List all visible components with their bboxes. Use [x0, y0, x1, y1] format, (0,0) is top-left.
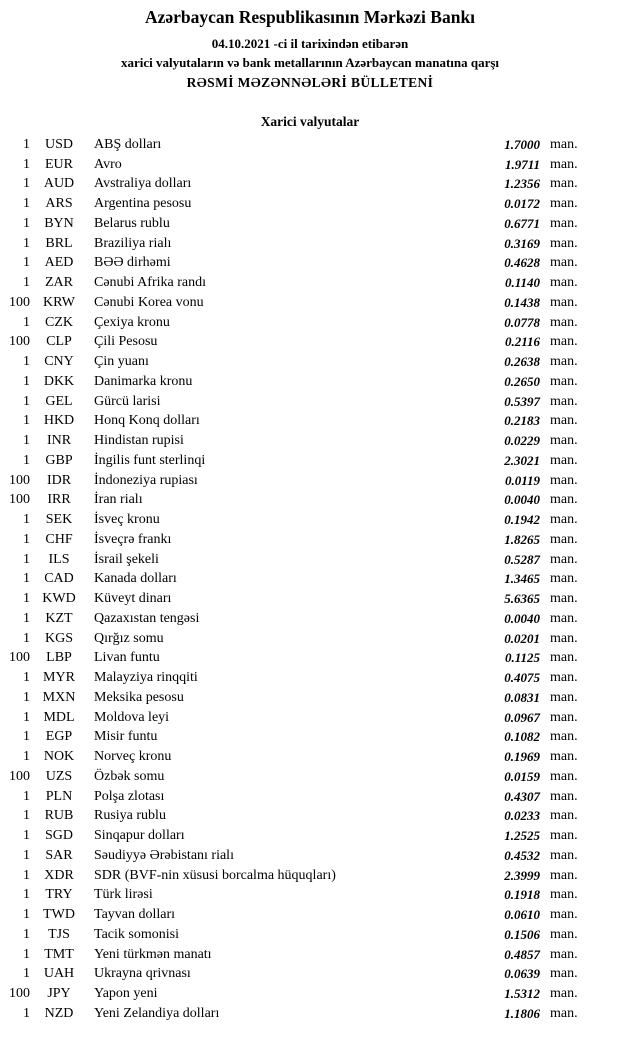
- currency-name: ABŞ dolları: [94, 136, 162, 152]
- currency-code: INR: [46, 433, 72, 448]
- currency-name: Norveç kronu: [94, 749, 172, 764]
- unit-label: man.: [550, 986, 578, 1001]
- unit-label: man.: [550, 749, 578, 764]
- rate-row: [0, 234, 620, 254]
- rate-row: [0, 826, 620, 846]
- rate-row: [0, 411, 620, 431]
- currency-name: Qırğız somu: [94, 630, 164, 646]
- unit-label: man.: [550, 334, 578, 350]
- rate-value: 0.4307: [504, 788, 540, 804]
- rate-row: [0, 352, 620, 372]
- unit-label: man.: [550, 215, 578, 231]
- unit-label: man.: [550, 492, 578, 508]
- quantity-value: 1: [23, 1005, 30, 1021]
- quantity-value: 1: [23, 828, 30, 843]
- currency-name: Danimarka kronu: [94, 373, 193, 389]
- quantity-value: 100: [9, 334, 30, 350]
- currency-name: Özbək somu: [94, 768, 165, 784]
- quantity-value: 1: [23, 709, 30, 725]
- currency-code: KZT: [45, 610, 73, 626]
- currency-code: TWD: [43, 907, 75, 922]
- quantity-value: 1: [23, 551, 30, 567]
- currency-code: UAH: [43, 966, 75, 982]
- currency-name: BƏƏ dirhəmi: [94, 255, 171, 271]
- rate-row: [0, 313, 620, 333]
- rate-row: [0, 945, 620, 965]
- rate-row: [0, 964, 620, 984]
- currency-code: TJS: [48, 926, 70, 942]
- unit-label: man.: [550, 887, 578, 903]
- currency-code: NZD: [44, 1005, 74, 1021]
- unit-label: man.: [550, 235, 578, 251]
- unit-label: man.: [550, 946, 578, 962]
- currency-name: İran rialı: [94, 492, 143, 508]
- quantity-value: 1: [23, 966, 30, 982]
- currency-name: Avro: [94, 156, 122, 172]
- rate-value: 0.1125: [504, 650, 540, 666]
- rate-row: [0, 885, 620, 905]
- quantity-value: 100: [9, 768, 30, 784]
- rate-value: 0.1969: [504, 749, 540, 764]
- quantity-value: 1: [23, 610, 30, 626]
- currency-name: Küveyt dinarı: [94, 591, 172, 606]
- rate-row: [0, 925, 620, 945]
- rate-value: 0.0040: [504, 610, 540, 626]
- currency-code: EGP: [45, 729, 73, 745]
- rate-value: 1.3465: [504, 571, 540, 587]
- section-title-foreign-currencies: Xarici valyutalar: [260, 113, 360, 129]
- bulletin-title: RƏSMİ MƏZƏNNƏLƏRİ BÜLLETENİ: [186, 74, 434, 90]
- rate-row: [0, 846, 620, 866]
- quantity-value: 1: [23, 531, 30, 547]
- unit-label: man.: [550, 136, 578, 152]
- rate-row: [0, 648, 620, 668]
- rate-value: 0.2650: [504, 373, 540, 389]
- quantity-value: 1: [23, 591, 30, 606]
- unit-label: man.: [550, 670, 578, 685]
- currency-name: Cənubi Afrika randı: [94, 275, 206, 290]
- rate-row: [0, 174, 620, 194]
- rate-row: [0, 155, 620, 175]
- unit-label: man.: [550, 255, 578, 271]
- currency-name: İsveç kronu: [94, 512, 160, 527]
- unit-label: man.: [550, 156, 578, 172]
- currency-name: Tacik somonisi: [94, 926, 179, 942]
- unit-label: man.: [550, 275, 578, 290]
- rate-value: 0.1438: [504, 294, 540, 310]
- rate-row: [0, 727, 620, 747]
- rate-row: [0, 767, 620, 787]
- currency-code: ILS: [48, 551, 70, 567]
- rate-row: [0, 787, 620, 807]
- currency-name: Hindistan rupisi: [94, 433, 184, 448]
- rate-row: [0, 806, 620, 826]
- quantity-value: 1: [23, 413, 30, 429]
- unit-label: man.: [550, 531, 578, 547]
- rate-row: [0, 708, 620, 728]
- unit-label: man.: [550, 314, 578, 330]
- rate-value: 0.0119: [504, 472, 540, 488]
- currency-code: NOK: [43, 749, 75, 764]
- quantity-value: 1: [23, 907, 30, 922]
- currency-code: XDR: [44, 867, 74, 883]
- quantity-value: 1: [23, 512, 30, 527]
- quantity-value: 1: [23, 867, 30, 883]
- quantity-value: 1: [23, 887, 30, 903]
- rate-value: 0.1140: [504, 275, 540, 290]
- quantity-value: 1: [23, 314, 30, 330]
- quantity-value: 1: [23, 670, 30, 685]
- quantity-value: 1: [23, 196, 30, 211]
- rate-row: [0, 569, 620, 589]
- currency-code: EUR: [45, 156, 73, 172]
- currency-name: Türk lirəsi: [94, 887, 153, 903]
- rate-value: 0.0967: [504, 709, 540, 725]
- currency-name: Səudiyyə Ərəbistanı rialı: [94, 847, 234, 863]
- rate-value: 0.0172: [504, 196, 540, 211]
- currency-name: SDR (BVF-nin xüsusi borcalma hüquqları): [94, 867, 336, 883]
- rate-value: 0.4857: [504, 946, 540, 962]
- rate-value: 0.0233: [504, 808, 540, 824]
- quantity-value: 1: [23, 729, 30, 745]
- rate-row: [0, 332, 620, 352]
- quantity-value: 1: [23, 788, 30, 804]
- rate-row: [0, 550, 620, 570]
- quantity-value: 1: [23, 452, 30, 468]
- currency-name: Qazaxıstan tengəsi: [94, 610, 200, 626]
- unit-label: man.: [550, 1005, 578, 1021]
- quantity-value: 100: [9, 472, 30, 488]
- rates-table-body: [0, 135, 620, 1024]
- unit-label: man.: [550, 808, 578, 824]
- quantity-value: 1: [23, 847, 30, 863]
- currency-code: BYN: [44, 215, 74, 231]
- rate-row: [0, 273, 620, 293]
- quantity-value: 1: [23, 571, 30, 587]
- currency-name: Çin yuanı: [94, 354, 149, 369]
- rate-row: [0, 530, 620, 550]
- rate-row: [0, 451, 620, 471]
- rate-row: [0, 135, 620, 155]
- unit-label: man.: [550, 452, 578, 468]
- currency-name: Malayziya rinqqiti: [94, 670, 198, 685]
- unit-label: man.: [550, 630, 578, 646]
- quantity-value: 1: [23, 946, 30, 962]
- rate-value: 1.2525: [504, 828, 540, 843]
- currency-code: GBP: [45, 452, 73, 468]
- rate-value: 0.0639: [504, 966, 540, 982]
- unit-label: man.: [550, 354, 578, 369]
- rate-row: [0, 510, 620, 530]
- rate-row: [0, 688, 620, 708]
- currency-code: KRW: [43, 294, 75, 310]
- rate-row: [0, 1004, 620, 1024]
- rate-value: 2.3021: [504, 452, 540, 468]
- unit-label: man.: [550, 373, 578, 389]
- unit-label: man.: [550, 709, 578, 725]
- rate-value: 1.9711: [504, 156, 540, 172]
- bulletin-header: [0, 7, 620, 91]
- unit-label: man.: [550, 433, 578, 448]
- rate-row: [0, 253, 620, 273]
- unit-label: man.: [550, 512, 578, 527]
- rate-value: 0.4628: [504, 255, 540, 271]
- currency-name: Rusiya rublu: [94, 808, 166, 824]
- rate-value: 1.7000: [504, 136, 540, 152]
- rate-value: 5.6365: [504, 591, 540, 606]
- rate-value: 1.1806: [504, 1005, 540, 1021]
- quantity-value: 1: [23, 630, 30, 646]
- unit-label: man.: [550, 729, 578, 745]
- rate-value: 0.0610: [504, 907, 540, 922]
- currency-name: Belarus rublu: [94, 215, 170, 231]
- rate-value: 0.2116: [504, 334, 540, 350]
- unit-label: man.: [550, 176, 578, 192]
- currency-name: Livan funtu: [94, 650, 160, 666]
- quantity-value: 1: [23, 255, 30, 271]
- currency-name: Çili Pesosu: [94, 334, 158, 350]
- rate-value: 0.1918: [504, 887, 540, 903]
- currency-name: İndoneziya rupiası: [94, 472, 198, 488]
- rate-value: 2.3999: [504, 867, 540, 883]
- currency-code: SAR: [45, 847, 73, 863]
- unit-label: man.: [550, 551, 578, 567]
- currency-name: İngilis funt sterlinqi: [94, 452, 206, 468]
- exchange-rates-table: [0, 135, 620, 1024]
- unit-label: man.: [550, 966, 578, 982]
- quantity-value: 1: [23, 926, 30, 942]
- quantity-value: 1: [23, 433, 30, 448]
- currency-code: MDL: [43, 709, 75, 725]
- unit-label: man.: [550, 591, 578, 606]
- currency-name: Kanada dolları: [94, 571, 177, 587]
- quantity-value: 1: [23, 689, 30, 705]
- rate-value: 0.5397: [504, 393, 540, 409]
- currency-code: DKK: [43, 373, 75, 389]
- currency-name: Yeni türkmən manatı: [94, 946, 212, 962]
- quantity-value: 1: [23, 215, 30, 231]
- rate-row: [0, 668, 620, 688]
- currency-code: GEL: [45, 393, 73, 409]
- currency-name: Avstraliya dolları: [94, 176, 192, 192]
- quantity-value: 1: [23, 354, 30, 369]
- rate-value: 0.4075: [504, 670, 540, 685]
- rate-row: [0, 392, 620, 412]
- quantity-value: 1: [23, 176, 30, 192]
- currency-name: Çexiya kronu: [94, 314, 170, 330]
- rate-row: [0, 589, 620, 609]
- rate-value: 0.6771: [504, 215, 540, 231]
- rate-value: 0.3169: [504, 235, 540, 251]
- currency-name: Tayvan dolları: [94, 907, 176, 922]
- currency-name: Meksika pesosu: [94, 689, 184, 705]
- currency-code: CLP: [46, 334, 72, 350]
- unit-label: man.: [550, 847, 578, 863]
- rate-row: [0, 214, 620, 234]
- unit-label: man.: [550, 610, 578, 626]
- currency-name: Misir funtu: [94, 729, 158, 745]
- rate-row: [0, 293, 620, 313]
- unit-label: man.: [550, 413, 578, 429]
- rate-value: 1.2356: [504, 176, 540, 192]
- currency-code: KGS: [44, 630, 73, 646]
- currency-code: AED: [44, 255, 74, 271]
- unit-label: man.: [550, 393, 578, 409]
- currency-code: CNY: [44, 354, 74, 369]
- currency-code: PLN: [45, 788, 73, 804]
- effective-date-line: 04.10.2021 -ci il tarixindən etibarən: [211, 35, 409, 51]
- rate-row: [0, 372, 620, 392]
- rate-value: 0.4532: [504, 847, 540, 863]
- currency-name: Ukrayna qrivnası: [94, 966, 191, 982]
- currency-code: SGD: [44, 828, 73, 843]
- currency-name: Braziliya rialı: [94, 235, 172, 251]
- currency-code: HKD: [43, 413, 75, 429]
- currency-code: KWD: [42, 591, 76, 606]
- quantity-value: 1: [23, 136, 30, 152]
- currency-code: MYR: [43, 670, 75, 685]
- currency-name: Sinqapur dolları: [94, 828, 185, 843]
- currency-code: ZAR: [45, 275, 73, 290]
- currency-name: Gürcü larisi: [94, 393, 161, 409]
- currency-name: Moldova leyi: [94, 709, 170, 725]
- rate-value: 0.0229: [504, 433, 540, 448]
- unit-label: man.: [550, 689, 578, 705]
- currency-code: IRR: [47, 492, 71, 508]
- currency-name: Honq Konq dolları: [94, 413, 200, 429]
- unit-label: man.: [550, 788, 578, 804]
- unit-label: man.: [550, 768, 578, 784]
- currency-code: JPY: [47, 986, 71, 1001]
- rate-value: 0.1082: [504, 729, 540, 745]
- rate-row: [0, 866, 620, 886]
- quantity-value: 1: [23, 235, 30, 251]
- rate-value: 0.0040: [504, 492, 540, 508]
- quantity-value: 100: [9, 294, 30, 310]
- currency-code: UZS: [45, 768, 73, 784]
- currency-code: CHF: [45, 531, 73, 547]
- rate-row: [0, 490, 620, 510]
- rate-row: [0, 431, 620, 451]
- currency-code: TMT: [44, 946, 74, 962]
- rate-row: [0, 747, 620, 767]
- unit-label: man.: [550, 294, 578, 310]
- quantity-value: 100: [9, 492, 30, 508]
- currency-code: CZK: [45, 314, 73, 330]
- currency-code: AUD: [43, 176, 75, 192]
- unit-label: man.: [550, 196, 578, 211]
- currency-name: Argentina pesosu: [94, 196, 192, 211]
- rate-row: [0, 629, 620, 649]
- quantity-value: 100: [9, 650, 30, 666]
- quantity-value: 1: [23, 156, 30, 172]
- quantity-value: 100: [9, 986, 30, 1001]
- rate-value: 0.0159: [504, 768, 540, 784]
- unit-label: man.: [550, 472, 578, 488]
- rate-row: [0, 984, 620, 1004]
- currency-code: USD: [44, 136, 73, 152]
- currency-code: TRY: [45, 887, 73, 903]
- rate-value: 0.2638: [504, 354, 540, 369]
- unit-label: man.: [550, 650, 578, 666]
- rate-row: [0, 905, 620, 925]
- unit-label: man.: [550, 571, 578, 587]
- rate-value: 0.0778: [504, 314, 540, 330]
- unit-label: man.: [550, 828, 578, 843]
- rate-row: [0, 471, 620, 491]
- currency-name: İsveçrə frankı: [94, 531, 172, 547]
- currency-name: İsrail şekeli: [94, 551, 159, 567]
- currency-code: MXN: [42, 689, 76, 705]
- quantity-value: 1: [23, 808, 30, 824]
- unit-label: man.: [550, 907, 578, 922]
- currency-code: RUB: [44, 808, 74, 824]
- currency-name: Yeni Zelandiya dolları: [94, 1005, 220, 1021]
- bulletin-subtitle: xarici valyutaların və bank metallarının Azərbaycan manatına qarşı: [120, 54, 500, 70]
- bank-title: Azərbaycan Respublikasının Mərkəzi Bankı: [144, 7, 476, 27]
- quantity-value: 1: [23, 393, 30, 409]
- unit-label: man.: [550, 926, 578, 942]
- currency-name: Polşa zlotası: [94, 788, 165, 804]
- rate-value: 0.0831: [504, 689, 540, 705]
- quantity-value: 1: [23, 749, 30, 764]
- currency-code: SEK: [45, 512, 73, 527]
- rate-value: 0.5287: [504, 551, 540, 567]
- rate-value: 0.0201: [504, 630, 540, 646]
- currency-code: CAD: [44, 571, 74, 587]
- rate-row: [0, 194, 620, 214]
- rate-row: [0, 609, 620, 629]
- unit-label: man.: [550, 867, 578, 883]
- currency-name: Yapon yeni: [94, 986, 158, 1001]
- currency-name: Cənubi Korea vonu: [94, 294, 204, 310]
- rate-value: 0.2183: [504, 413, 540, 429]
- currency-code: LBP: [46, 650, 72, 666]
- rate-value: 0.1506: [504, 926, 540, 942]
- rate-value: 0.1942: [504, 512, 540, 527]
- currency-code: BRL: [45, 235, 73, 251]
- rate-value: 1.5312: [504, 986, 540, 1001]
- currency-code: ARS: [45, 196, 73, 211]
- rate-value: 1.8265: [504, 531, 540, 547]
- quantity-value: 1: [23, 275, 30, 290]
- currency-code: IDR: [46, 472, 72, 488]
- quantity-value: 1: [23, 373, 30, 389]
